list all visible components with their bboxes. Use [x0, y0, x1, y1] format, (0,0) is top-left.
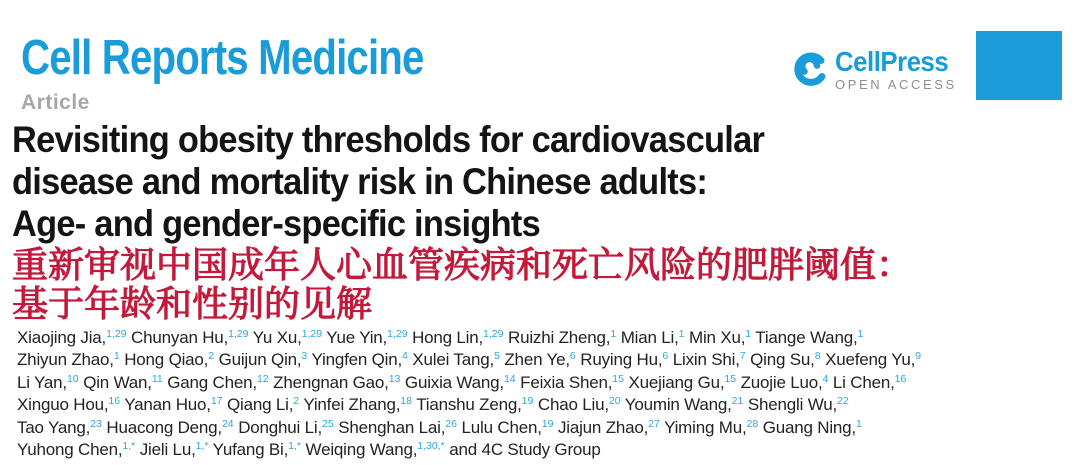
author-affiliation-sup: 26 — [445, 417, 457, 430]
author-affiliation-sup: 1,29 — [483, 328, 504, 340]
cellpress-wordmark: CellPress — [835, 46, 949, 77]
author-name: Ruying Hu,$^6$ — [580, 350, 669, 370]
author-name: Yinfei Zhang,$^{18}$ — [303, 395, 412, 415]
author-name: Yingfen Qin,$^4$ — [311, 350, 408, 370]
brand-blue-square — [976, 31, 1062, 100]
author-name: Gang Chen,$^{12}$ — [167, 372, 269, 392]
author-name: Xuefeng Yu,$^9$ — [825, 350, 922, 370]
author-name: Qin Wan,$^{11}$ — [83, 372, 163, 392]
paper-title-chinese-line: 重新审视中国成年人心血管疾病和死亡风险的肥胖阈值： — [12, 244, 913, 285]
journal-title: Cell Reports Medicine — [21, 31, 424, 85]
author-affiliation-sup: 15 — [724, 372, 737, 385]
author-name: Chao Liu,$^{20}$ — [537, 395, 621, 415]
author-affiliation-sup: 1,29 — [387, 328, 408, 340]
author-line — [17, 395, 921, 417]
author-affiliation-sup: 1,29 — [106, 328, 127, 340]
cellpress-logo-icon — [790, 49, 830, 89]
author-affiliation-sup: 1 — [113, 350, 120, 363]
author-line — [17, 350, 921, 372]
open-access-label: OPEN ACCESS — [835, 77, 957, 92]
author-name: Xiaojing Jia,$^{1,29}$ — [17, 328, 127, 347]
author-affiliation-sup: 24 — [221, 417, 234, 430]
author-name: Youmin Wang,$^{21}$ — [624, 395, 744, 415]
cellpress-wordmark-block — [835, 47, 958, 92]
author-affiliation-sup: 10 — [66, 372, 79, 385]
paper-title-chinese — [12, 245, 912, 323]
author-name: Huacong Deng,$^{24}$ — [106, 417, 234, 437]
paper-title-chinese-line: 基于年龄和性别的见解 — [12, 283, 373, 324]
author-name: Ruizhi Zheng,$^1$ — [508, 328, 617, 347]
author-affiliation-sup: 1 — [857, 328, 864, 340]
author-name: Hong Lin,$^{1,29}$ — [412, 328, 504, 347]
cellpress-brand — [790, 47, 958, 92]
paper-title — [12, 119, 764, 245]
paper-title-line: Revisiting obesity thresholds for cardiovascular — [12, 119, 765, 160]
author-affiliation-sup: 6 — [662, 350, 669, 363]
author-affiliation-sup: 2 — [208, 350, 215, 363]
author-affiliation-sup: 17 — [210, 395, 223, 408]
author-name: Lulu Chen,$^{19}$ — [461, 417, 554, 437]
author-affiliation-sup: 25 — [322, 417, 334, 430]
article-type-label: Article — [21, 91, 90, 114]
author-name: Yu Xu,$^{1,29}$ — [252, 328, 323, 347]
author-name: Jieli Lu,$^{1,*}$ — [139, 440, 209, 460]
author-affiliation-sup: 28 — [746, 417, 759, 430]
author-list — [17, 328, 921, 462]
author-name: Min Xu,$^1$ — [689, 328, 752, 347]
author-name: Weiqing Wang,$^{1,30,*}$ — [305, 440, 445, 460]
author-name: Tao Yang,$^{23}$ — [17, 417, 102, 437]
paper-title-line: disease and mortality risk in Chinese adults: — [12, 161, 708, 202]
author-name: Jiajun Zhao,$^{27}$ — [557, 417, 660, 437]
author-affiliation-sup: 6 — [569, 350, 576, 363]
author-affiliation-sup: 1,29 — [228, 328, 249, 340]
author-affiliation-sup: 5 — [494, 350, 500, 363]
author-name: Yanan Huo,$^{17}$ — [124, 395, 223, 415]
author-name: Li Yan,$^{10}$ — [17, 372, 79, 392]
author-affiliation-sup: 16 — [894, 372, 907, 385]
author-name: Shengli Wu,$^{22}$ — [747, 395, 849, 415]
author-affiliation-sup: 18 — [400, 395, 412, 408]
author-affiliation-sup: 13 — [388, 372, 401, 385]
author-name: Guijun Qin,$^3$ — [218, 350, 308, 370]
author-group-suffix: and 4C Study Group — [449, 440, 601, 460]
author-affiliation-sup: 9 — [915, 350, 922, 363]
author-line — [17, 373, 921, 395]
author-name: Yiming Mu,$^{28}$ — [664, 417, 759, 437]
author-affiliation-sup: 1 — [610, 328, 617, 340]
author-affiliation-sup: 4 — [822, 372, 829, 385]
author-affiliation-sup: 19 — [541, 417, 554, 430]
author-affiliation-sup: 1,* — [122, 440, 136, 453]
author-name: Yufang Bi,$^{1,*}$ — [212, 440, 302, 460]
author-affiliation-sup: 1,* — [288, 440, 302, 453]
author-name: Yue Yin,$^{1,29}$ — [326, 328, 408, 347]
author-name: Tianshu Zeng,$^{19}$ — [416, 395, 534, 415]
author-name: Qing Su,$^8$ — [750, 350, 821, 370]
author-name: Xulei Tang,$^5$ — [412, 350, 500, 370]
author-line — [17, 328, 921, 350]
author-name: Yuhong Chen,$^{1,*}$ — [17, 440, 136, 460]
author-affiliation-sup: 12 — [256, 372, 269, 385]
author-affiliation-sup: 19 — [521, 395, 534, 408]
author-name: Guixia Wang,$^{14}$ — [404, 372, 516, 392]
author-name: Zhiyun Zhao,$^1$ — [17, 350, 120, 370]
author-affiliation-sup: 1,30,* — [417, 440, 445, 453]
author-affiliation-sup: 3 — [301, 350, 308, 363]
author-name: Zhen Ye,$^6$ — [504, 350, 576, 370]
author-line — [17, 418, 921, 440]
author-affiliation-sup: 16 — [108, 395, 121, 408]
author-affiliation-sup: 20 — [608, 395, 621, 408]
author-affiliation-sup: 7 — [739, 350, 746, 363]
author-name: Xuejiang Gu,$^{15}$ — [628, 372, 737, 392]
author-affiliation-sup: 1 — [745, 328, 752, 340]
author-name: Zuojie Luo,$^4$ — [740, 372, 829, 392]
author-affiliation-sup: 23 — [90, 417, 102, 430]
author-name: Donghui Li,$^{25}$ — [238, 417, 334, 437]
author-name: Qiang Li,$^2$ — [227, 395, 300, 415]
author-affiliation-sup: 1 — [855, 417, 862, 430]
author-line — [17, 440, 921, 462]
author-name: Feixia Shen,$^{15}$ — [520, 372, 624, 392]
author-affiliation-sup: 2 — [293, 395, 300, 408]
author-name: Chunyan Hu,$^{1,29}$ — [131, 328, 249, 347]
author-name: Mian Li,$^1$ — [620, 328, 685, 347]
author-affiliation-sup: 1,29 — [301, 328, 323, 340]
author-name: Xinguo Hou,$^{16}$ — [17, 395, 121, 415]
author-name: Shenghan Lai,$^{26}$ — [338, 417, 457, 437]
author-name: Guang Ning,$^1$ — [762, 417, 862, 437]
author-name: Lixin Shi,$^7$ — [672, 350, 746, 370]
author-affiliation-sup: 14 — [503, 372, 516, 385]
author-affiliation-sup: 22 — [837, 395, 849, 408]
author-affiliation-sup: 11 — [151, 372, 163, 385]
author-affiliation-sup: 1 — [678, 328, 685, 340]
author-affiliation-sup: 8 — [814, 350, 821, 363]
author-affiliation-sup: 21 — [731, 395, 744, 408]
author-name: Zhengnan Gao,$^{13}$ — [273, 372, 401, 392]
author-name: Hong Qiao,$^2$ — [124, 350, 215, 370]
author-affiliation-sup: 27 — [648, 417, 660, 430]
author-name: Li Chen,$^{16}$ — [832, 372, 907, 392]
paper-title-line: Age- and gender-specific insights — [12, 203, 541, 244]
author-affiliation-sup: 4 — [402, 350, 408, 363]
author-affiliation-sup: 15 — [612, 372, 624, 385]
author-name: Tiange Wang,$^1$ — [755, 328, 864, 347]
author-affiliation-sup: 1,* — [195, 440, 209, 453]
